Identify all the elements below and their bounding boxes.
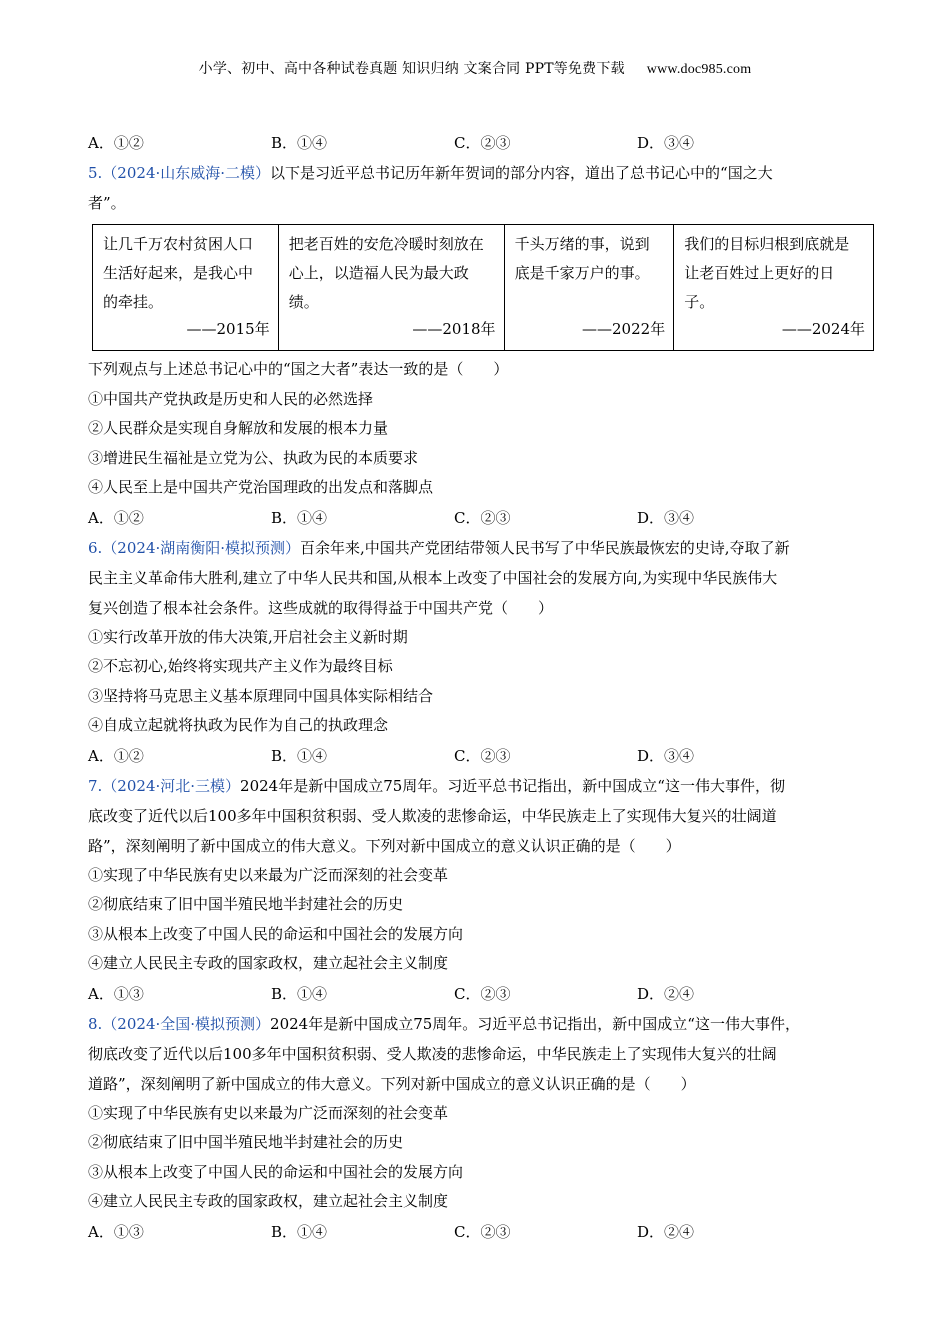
option-d: D．③④ xyxy=(637,134,695,152)
statement: ②彻底结束了旧中国半殖民地半封建社会的历史 xyxy=(88,895,404,913)
option-b: B．①④ xyxy=(271,984,328,1003)
question-6 xyxy=(88,533,868,771)
header-site[interactable]: www.doc985.com xyxy=(646,62,752,77)
q5-stem-line1: 以下是习近平总书记历年新年贺词的部分内容，道出了总书记心中的“国之大 xyxy=(270,164,773,182)
statement: ④建立人民民主专政的国家政权，建立起社会主义制度 xyxy=(88,1192,449,1210)
statement: ④人民至上是中国共产党治国理政的出发点和落脚点 xyxy=(88,478,434,496)
q7-stem-line3: 路”，深刻阐明了新中国成立的伟大意义。下列对新中国成立的意义认识正确的是（ ） xyxy=(88,836,681,855)
option-d: D．②④ xyxy=(637,984,695,1003)
q8-source: 8.（2024·全国·模拟预测） xyxy=(88,1014,271,1033)
option-c: C．②③ xyxy=(454,508,511,527)
statement: ③坚持将马克思主义基本原理同中国具体实际相结合 xyxy=(88,686,434,705)
option-c: C．②③ xyxy=(454,134,511,152)
option-c: C．②③ xyxy=(454,1222,511,1241)
quote-year: ——2024年 xyxy=(781,320,865,338)
statement: ①实现了中华民族有史以来最为广泛而深刻的社会变革 xyxy=(88,865,449,884)
page-header xyxy=(0,58,950,78)
option-d: D．②④ xyxy=(637,1222,695,1241)
q8-stem-line2: 彻底改变了近代以后100多年中国积贫积弱、受人欺凌的悲惨命运，中华民族走上了实现伟大复兴的壮阔 xyxy=(88,1044,777,1063)
q6-options xyxy=(88,741,868,771)
option-b: B．①④ xyxy=(271,508,328,527)
option-b: B．①④ xyxy=(271,134,328,152)
quote-cell xyxy=(674,225,874,351)
option-c: C．②③ xyxy=(454,746,511,765)
quote-year: ——2015年 xyxy=(186,320,270,338)
quote-cell xyxy=(278,225,504,351)
q6-stem-line3: 复兴创造了根本社会条件。这些成就的取得得益于中国共产党（ ） xyxy=(88,598,554,617)
q5-stem-line2: 者”。 xyxy=(88,194,126,212)
statement: ④建立人民民主专政的国家政权，建立起社会主义制度 xyxy=(88,954,449,972)
q7-stem-line1: 2024年是新中国成立75周年。习近平总书记指出，新中国成立“这一伟大事件，彻 xyxy=(240,776,785,795)
q6-stem xyxy=(88,533,868,563)
q6-source: 6.（2024·湖南衡阳·模拟预测） xyxy=(88,538,301,557)
question-content xyxy=(88,128,868,1247)
q8-stem-line1: 2024年是新中国成立75周年。习近平总书记指出，新中国成立“这一伟大事件， xyxy=(270,1014,800,1033)
q8-stem-line3: 道路”，深刻阐明了新中国成立的伟大意义。下列对新中国成立的意义认识正确的是（ ） xyxy=(88,1074,696,1093)
q7-stem xyxy=(88,771,868,801)
quote-year: ——2018年 xyxy=(412,320,496,338)
statement: ③从根本上改变了中国人民的命运和中国社会的发展方向 xyxy=(88,924,464,943)
option-a: A．①② xyxy=(88,508,144,527)
quote-year: ——2022年 xyxy=(582,320,666,338)
statement: ④自成立起就将执政为民作为自己的执政理念 xyxy=(88,716,389,734)
option-d: D．③④ xyxy=(637,508,695,527)
option-a: A．①③ xyxy=(88,984,144,1003)
option-a: A．①③ xyxy=(88,1222,144,1241)
quote-text: 我们的目标归根到底就是让老百姓过上更好的日子。 xyxy=(684,235,850,311)
q6-stem-line2: 民主主义革命伟大胜利,建立了中华人民共和国,从根本上改变了中国社会的发展方向,为实现中华民族伟大 xyxy=(88,568,778,587)
quote-text: 让几千万农村贫困人口生活好起来，是我心中的牵挂。 xyxy=(103,235,254,311)
quote-cell xyxy=(93,225,279,351)
question-7 xyxy=(88,771,868,1009)
q5-source: 5.（2024·山东威海·二模） xyxy=(88,164,271,182)
question-8 xyxy=(88,1009,868,1247)
statement: ②彻底结束了旧中国半殖民地半封建社会的历史 xyxy=(88,1133,404,1151)
option-c: C．②③ xyxy=(454,984,511,1003)
q5-stem xyxy=(88,158,868,188)
header-text: 小学、初中、高中各种试卷真题 知识归纳 文案合同 PPT等免费下载 xyxy=(198,61,625,77)
option-b: B．①④ xyxy=(271,746,328,765)
q5-options xyxy=(88,503,868,533)
quote-text: 把老百姓的安危冷暖时刻放在心上，以造福人民为最大政绩。 xyxy=(288,235,484,311)
statement: ③从根本上改变了中国人民的命运和中国社会的发展方向 xyxy=(88,1162,464,1181)
statement: ①实现了中华民族有史以来最为广泛而深刻的社会变革 xyxy=(88,1103,449,1122)
quote-text: 千头万绪的事，说到底是千家万户的事。 xyxy=(514,235,650,282)
quotes-table xyxy=(92,224,874,351)
statement: ③增进民生福祉是立党为公、执政为民的本质要求 xyxy=(88,448,419,467)
q7-stem-line2: 底改变了近代以后100多年中国积贫积弱、受人欺凌的悲惨命运，中华民族走上了实现伟大复兴的壮阔道 xyxy=(88,806,777,825)
q7-source: 7.（2024·河北·三模） xyxy=(88,776,241,795)
q4-options xyxy=(88,128,868,158)
statement: ①实行改革开放的伟大决策,开启社会主义新时期 xyxy=(88,627,408,646)
statement: ②不忘初心,始终将实现共产主义作为最终目标 xyxy=(88,657,393,675)
option-d: D．③④ xyxy=(637,746,695,765)
option-b: B．①④ xyxy=(271,1222,328,1241)
q8-stem xyxy=(88,1009,868,1039)
q5-question: 下列观点与上述总书记心中的“国之大者”表达一致的是（ ） xyxy=(88,360,509,378)
q8-options xyxy=(88,1217,868,1247)
statement: ②人民群众是实现自身解放和发展的根本力量 xyxy=(88,419,389,437)
quote-cell xyxy=(504,225,674,351)
q6-stem-line1: 百余年来,中国共产党团结带领人民书写了中华民族最恢宏的史诗,夺取了新 xyxy=(300,538,790,557)
q7-options xyxy=(88,979,868,1009)
option-a: A．①② xyxy=(88,134,144,152)
question-5 xyxy=(88,158,868,533)
statement: ①中国共产党执政是历史和人民的必然选择 xyxy=(88,389,374,408)
option-a: A．①② xyxy=(88,746,144,765)
